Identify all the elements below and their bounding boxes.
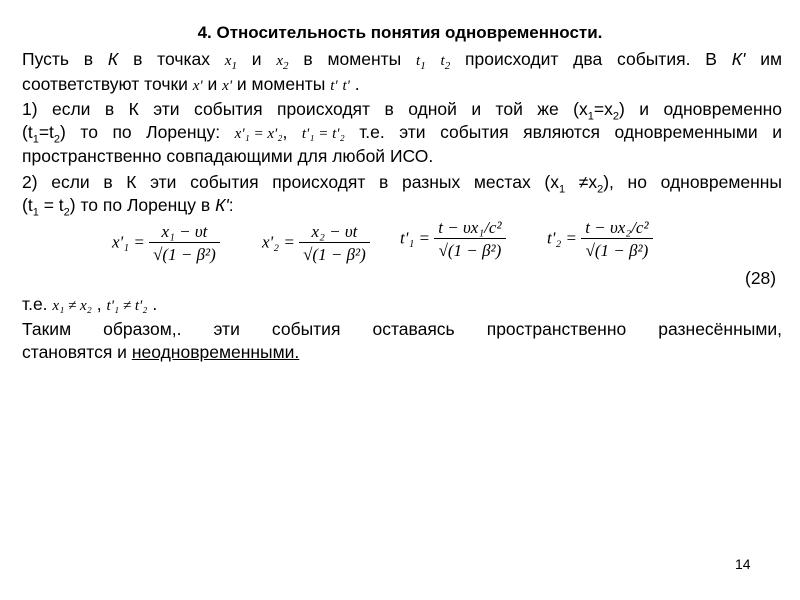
conclusion-line1: Таким образом,. эти события оставаясь пространственно разнесёнными, [22,319,782,339]
lorentz-formula-t1: t'₁ = $\frac{\text{t − υx₁/c²}}{\text{√(1 − β²)}}$ [400,218,506,261]
case-2-line1: 2) если в К эти события происходят в разных местах $(x_1 \ne x_2)$, но одновременны [22,172,782,196]
conclusion-line2: становятся и неодновременными. [22,342,300,362]
formula-x-equal: x'₁ = x'₂ [234,126,283,142]
equation-number: (28) [745,268,777,288]
math-xp1: x' [192,78,203,94]
math-tp2: t' [342,78,350,94]
case-1-line3: пространственно совпадающими для любой ИСО. [22,146,434,166]
case-1-line2: $(t_1=t_2)$ то по Лоренцу: x'₁ = x'₂, t'₁ = t'₂ т.е. эти события являются одновременными и [22,122,782,146]
paragraph-events-line1: Пусть в К в точках $x_1$ и $x_2$ в моменты $t_1$ $t_2$ происходит два события. В К' им [22,48,782,78]
math-xp2: x' [222,78,233,94]
lorentz-formula-x2: x'₂ = $\frac{\text{x₂ − υt}}{\text{√(1 − β²)}}$ [262,222,370,265]
math-tp1: t' [330,78,338,94]
section-title: 4. Относительность понятия одновременности. [197,23,603,42]
case-1-line1: 1) если в К эти события происходят в одной и той же $(x_1=x_2)$ и одновременно [22,99,783,123]
ie-line: т.е. x₁ ≠ x₂ , t'₁ ≠ t'₂ . [22,293,782,318]
math-x2: $x_2$ [276,53,289,72]
formula-t-equal: t'₁ = t'₂ [301,126,345,142]
formula-t-not-equal: t'₁ ≠ t'₂ [106,298,148,314]
math-t2: $t_2$ [440,53,451,72]
underlined-term: неодновременными. [131,342,300,362]
case-2-line2: $(t_1 = t_2)$ то по Лоренцу в К': [22,195,234,219]
math-x1: $x_1$ [224,53,237,72]
math-t1: $t_1$ [416,53,426,72]
lorentz-formula-t2: t'₂ = $\frac{\text{t − υx₂/c²}}{\text{√(1 − β²)}}$ [547,218,653,261]
lorentz-formula-x1: x'₁ = $\frac{\text{x₁ − υt}}{\text{√(1 − β²)}}$ [112,222,220,265]
slide-number: 14 [735,556,751,572]
paragraph-events-line2: соответствуют точки x' и x' и моменты t' t' . [22,73,782,98]
formula-x-not-equal: x₁ ≠ x₂ [52,298,92,314]
